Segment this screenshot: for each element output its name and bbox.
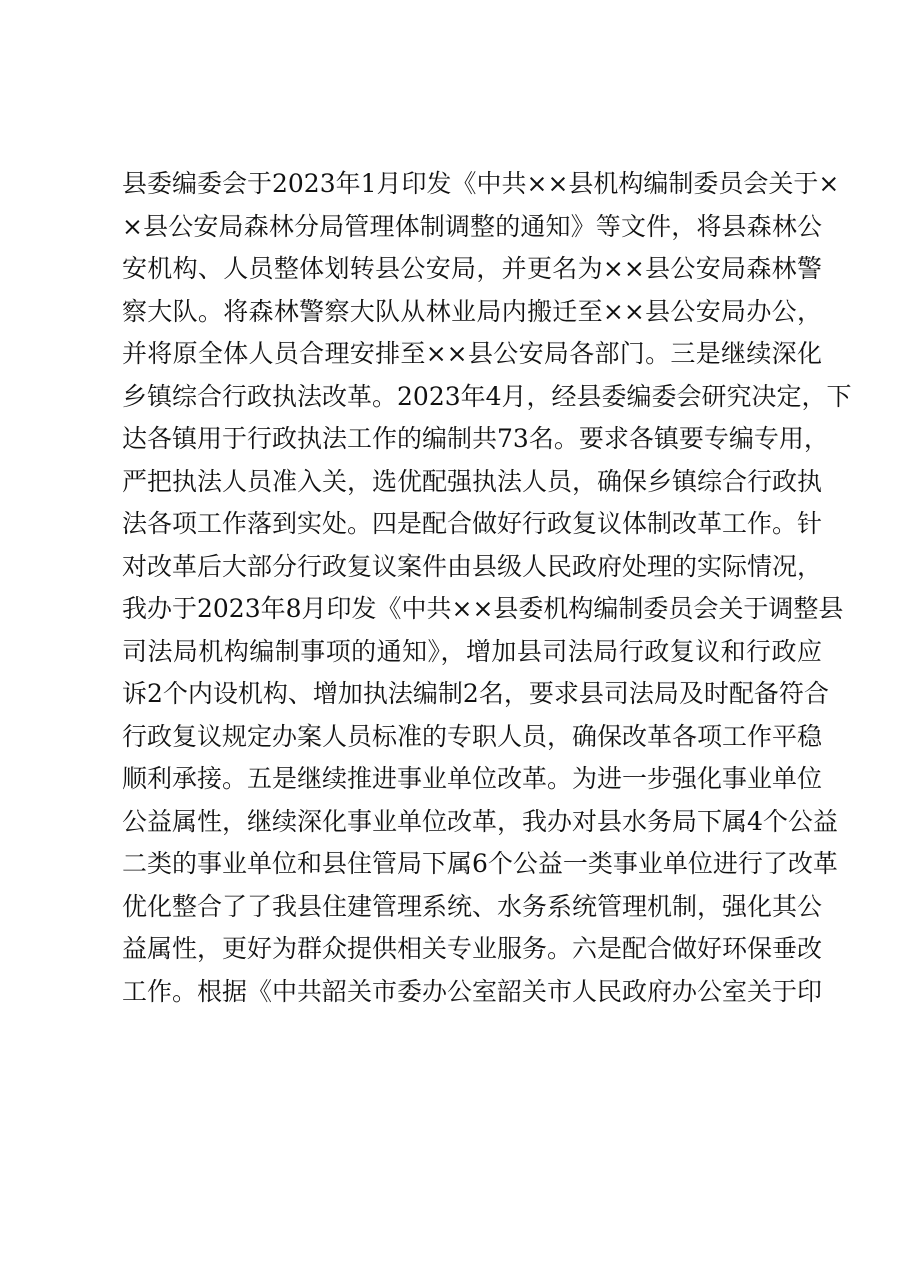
text-line: 察大队。将森林警察大队从林业局内搬迁至××县公安局办公， (122, 296, 822, 326)
body-text (122, 163, 852, 1013)
text-line: 行政复议规定办案人员标准的专职人员，确保改革各项工作平稳 (122, 721, 823, 751)
text-line: ×县公安局森林分局管理体制调整的通知》等文件，将县森林公 (122, 211, 822, 241)
text-line: 公益属性，继续深化事业单位改革，我办对县水务局下属4个公益 (122, 806, 838, 836)
text-line: 益属性，更好为群众提供相关专业服务。六是配合做好环保垂改 (122, 934, 823, 963)
text-line: 并将原全体人员合理安排至××县公安局各部门。三是继续深化 (122, 339, 822, 368)
text-line: 严把执法人员准入关，选优配强执法人员，确保乡镇综合行政执 (122, 466, 823, 496)
text-line: 法各项工作落到实处。四是配合做好行政复议体制改革工作。针 (122, 509, 823, 538)
text-line: 司法局机构编制事项的通知》，增加县司法局行政复议和行政应 (122, 636, 822, 666)
text-line: 我办于2023年8月印发《中共××县委机构编制委员会关于调整县 (122, 594, 844, 623)
text-line: 县委编委会于2023年1月印发《中共××县机构编制委员会关于× (122, 169, 840, 198)
text-line: 对改革后大部分行政复议案件由县级人民政府处理的实际情况， (122, 551, 823, 581)
text-line: 达各镇用于行政执法工作的编制共73名。要求各镇要专编专用， (122, 424, 829, 453)
text-line: 顺利承接。五是继续推进事业单位改革。为进一步强化事业单位 (122, 764, 823, 793)
text-line: 诉2个内设机构、增加执法编制2名，要求县司法局及时配备符合 (122, 679, 829, 708)
text-line: 优化整合了了我县住建管理系统、水务系统管理机制，强化其公 (122, 891, 823, 921)
text-line: 安机构、人员整体划转县公安局，并更名为××县公安局森林警 (122, 254, 822, 283)
text-line: 二类的事业单位和县住管局下属6个公益一类事业单位进行了改革 (122, 849, 838, 878)
text-line: 工作。根据《中共韶关市委办公室韶关市人民政府办公室关于印 (122, 976, 823, 1006)
text-line: 乡镇综合行政执法改革。2023年4月，经县委编委会研究决定，下 (122, 381, 852, 411)
